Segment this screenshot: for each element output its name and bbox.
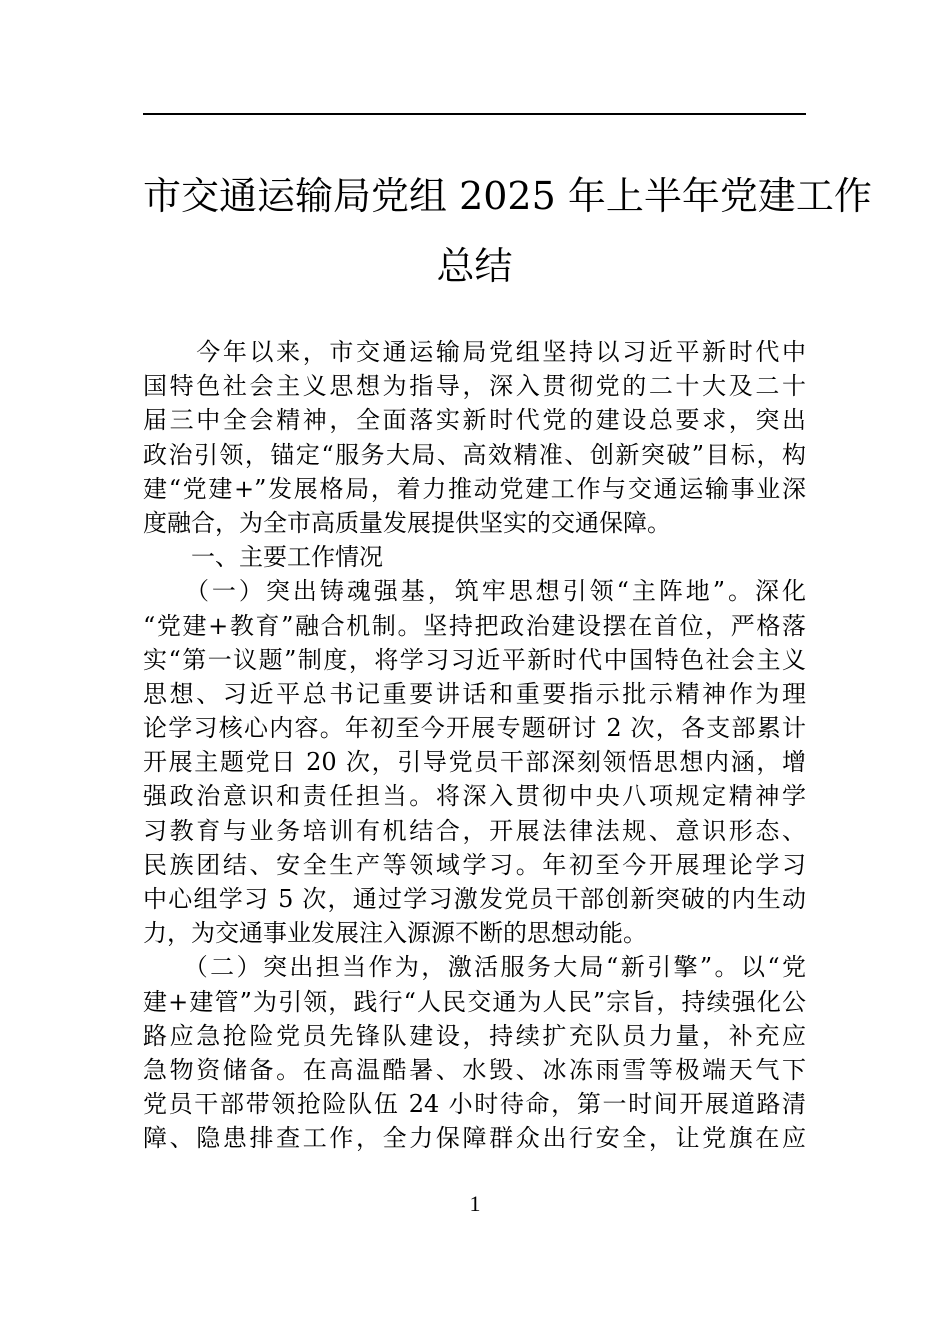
body-line: 民族团结、安全生产等领域学习。年初至今开展理论学习 bbox=[143, 850, 806, 879]
body-line: （二）突出担当作为，激活服务大局“新引擎”。以“党 bbox=[143, 953, 806, 982]
body-line: 路应急抢险党员先锋队建设，持续扩充队员力量，补充应 bbox=[143, 1021, 806, 1050]
body-line: 届三中全会精神，全面落实新时代党的建设总要求，突出 bbox=[143, 406, 806, 435]
body-line: 今年以来，市交通运输局党组坚持以习近平新时代中 bbox=[143, 338, 806, 366]
body-line: 急物资储备。在高温酷暑、水毁、冰冻雨雪等极端天气下 bbox=[143, 1055, 806, 1084]
page-number: 1 bbox=[469, 1191, 481, 1216]
body-line: 党员干部带领抢险队伍 24 小时待命，第一时间开展道路清 bbox=[143, 1090, 806, 1119]
body-line: 中心组学习 5 次，通过学习激发党员干部创新突破的内生动 bbox=[143, 885, 806, 913]
body-line: 论学习核心内容。年初至今开展专题研讨 2 次，各支部累计 bbox=[143, 714, 806, 743]
body-line: 力，为交通事业发展注入源源不断的思想动能。 bbox=[143, 919, 647, 948]
section-heading: 一、主要工作情况 bbox=[143, 543, 383, 572]
body-line: 实“第一议题”制度，将学习习近平新时代中国特色社会主义 bbox=[143, 645, 806, 674]
document-title-line-2: 总结 bbox=[436, 244, 513, 288]
body-line: 思想、习近平总书记重要讲话和重要指示批示精神作为理 bbox=[143, 679, 806, 708]
body-line: “党建+教育”融合机制。坚持把政治建设摆在首位，严格落 bbox=[143, 611, 806, 640]
body-line: 建+建管”为引领，践行“人民交通为人民”宗旨，持续强化公 bbox=[143, 987, 806, 1016]
body-line: 政治引领，锚定“服务大局、高效精准、创新突破”目标，构 bbox=[143, 440, 806, 469]
header-rule bbox=[143, 113, 806, 115]
body-line: 障、隐患排查工作，全力保障群众出行安全，让党旗在应 bbox=[143, 1124, 806, 1153]
body-line: 强政治意识和责任担当。将深入贯彻中央八项规定精神学 bbox=[143, 782, 806, 811]
body-line: 度融合，为全市高质量发展提供坚实的交通保障。 bbox=[143, 508, 671, 537]
body-line: 开展主题党日 20 次，引导党员干部深刻领悟思想内涵，增 bbox=[143, 748, 806, 777]
body-line: 习教育与业务培训有机结合，开展法律法规、意识形态、 bbox=[143, 816, 806, 845]
body-line: （一）突出铸魂强基，筑牢思想引领“主阵地”。深化 bbox=[143, 577, 806, 606]
body-line: 国特色社会主义思想为指导，深入贯彻党的二十大及二十 bbox=[143, 372, 806, 401]
body-text bbox=[143, 335, 806, 1156]
document-title-line-1: 市交通运输局党组 2025 年上半年党建工作 bbox=[143, 174, 872, 218]
body-line: 建“党建+”发展格局，着力推动党建工作与交通运输事业深 bbox=[143, 474, 806, 503]
